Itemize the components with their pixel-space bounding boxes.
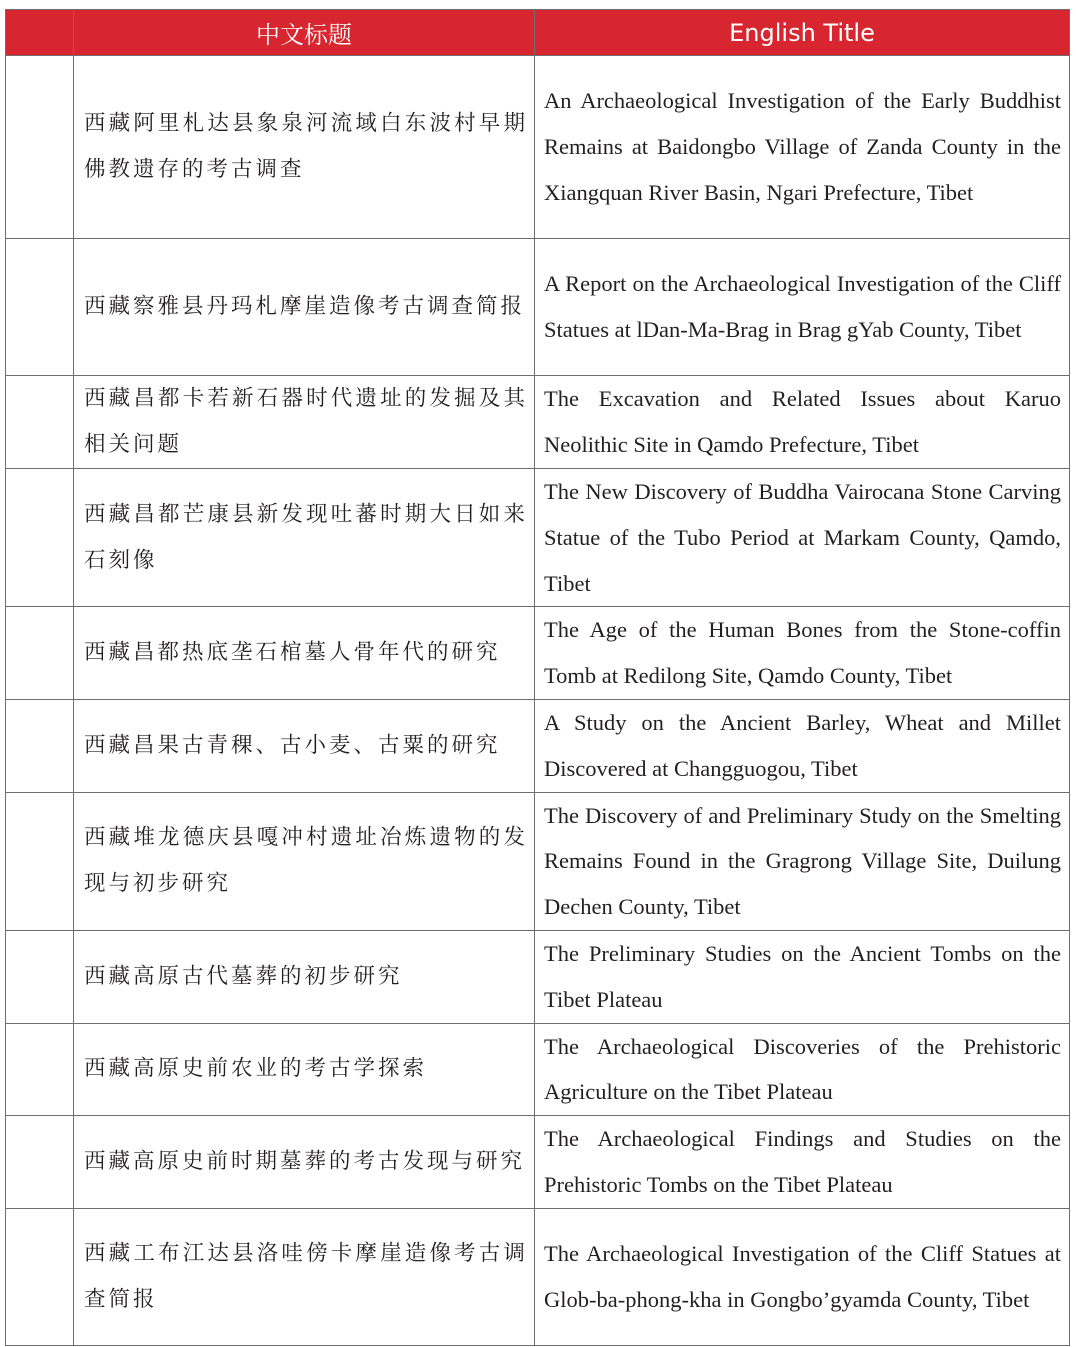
chinese-title-cell: 西藏昌都卡若新石器时代遗址的发掘及其相关问题: [74, 376, 535, 469]
table-row: [6, 469, 1070, 607]
chinese-title-cell: 西藏高原古代墓葬的初步研究: [74, 930, 535, 1023]
chinese-title-cell: 西藏高原史前农业的考古学探索: [74, 1023, 535, 1116]
english-title-cell: The Preliminary Studies on the Ancient Tombs on the Tibet Plateau: [535, 930, 1070, 1023]
chinese-title-column-header: 中文标题: [74, 10, 535, 56]
chinese-title-cell: 西藏昌果古青稞、古小麦、古粟的研究: [74, 699, 535, 792]
index-cell: [6, 376, 74, 469]
table-row: [6, 239, 1070, 376]
index-column-header: [6, 10, 74, 56]
english-title-cell: The Archaeological Findings and Studies on the Prehistoric Tombs on the Tibet Plateau: [535, 1116, 1070, 1209]
english-title-cell: The Age of the Human Bones from the Stone-coffin Tomb at Redilong Site, Qamdo County, Tibet: [535, 607, 1070, 700]
english-title-cell: The Archaeological Investigation of the Cliff Statues at Glob-ba-phong-kha in Gongbo’gyamda County, Tibet: [535, 1208, 1070, 1345]
index-cell: [6, 607, 74, 700]
chinese-title-cell: 西藏昌都芒康县新发现吐蕃时期大日如来石刻像: [74, 469, 535, 607]
chinese-title-cell: 西藏堆龙德庆县嘎冲村遗址冶炼遗物的发现与初步研究: [74, 792, 535, 930]
chinese-title-cell: 西藏昌都热底垄石棺墓人骨年代的研究: [74, 607, 535, 700]
chinese-title-cell: 西藏察雅县丹玛札摩崖造像考古调查简报: [74, 239, 535, 376]
index-cell: [6, 1023, 74, 1116]
table-row: [6, 699, 1070, 792]
table-row: [6, 56, 1070, 239]
index-cell: [6, 56, 74, 239]
english-title-cell: A Study on the Ancient Barley, Wheat and Millet Discovered at Changguogou, Tibet: [535, 699, 1070, 792]
table-row: [6, 930, 1070, 1023]
english-title-cell: An Archaeological Investigation of the Early Buddhist Remains at Baidongbo Village of Zanda County in the Xiangquan River Basin, Ngari Prefecture, Tibet: [535, 56, 1070, 239]
bibliography-title-table: [5, 9, 1070, 1346]
english-title-cell: The New Discovery of Buddha Vairocana Stone Carving Statue of the Tubo Period at Markam County, Qamdo, Tibet: [535, 469, 1070, 607]
table-row: [6, 1208, 1070, 1345]
index-cell: [6, 699, 74, 792]
chinese-title-cell: 西藏阿里札达县象泉河流域白东波村早期佛教遗存的考古调查: [74, 56, 535, 239]
table-row: [6, 376, 1070, 469]
index-cell: [6, 1208, 74, 1345]
index-cell: [6, 792, 74, 930]
chinese-title-cell: 西藏工布江达县洛哇傍卡摩崖造像考古调查简报: [74, 1208, 535, 1345]
english-title-cell: The Excavation and Related Issues about Karuo Neolithic Site in Qamdo Prefecture, Tibet: [535, 376, 1070, 469]
english-title-column-header: English Title: [535, 10, 1070, 56]
table-row: [6, 792, 1070, 930]
english-title-cell: The Discovery of and Preliminary Study on the Smelting Remains Found in the Gragrong Village Site, Duilung Dechen County, Tibet: [535, 792, 1070, 930]
index-cell: [6, 930, 74, 1023]
index-cell: [6, 469, 74, 607]
english-title-cell: The Archaeological Discoveries of the Prehistoric Agriculture on the Tibet Plateau: [535, 1023, 1070, 1116]
table-row: [6, 607, 1070, 700]
table-header-row: [6, 10, 1070, 56]
table-row: [6, 1116, 1070, 1209]
table-row: [6, 1023, 1070, 1116]
english-title-cell: A Report on the Archaeological Investigation of the Cliff Statues at lDan-Ma-Brag in Brag gYab County, Tibet: [535, 239, 1070, 376]
index-cell: [6, 239, 74, 376]
index-cell: [6, 1116, 74, 1209]
chinese-title-cell: 西藏高原史前时期墓葬的考古发现与研究: [74, 1116, 535, 1209]
